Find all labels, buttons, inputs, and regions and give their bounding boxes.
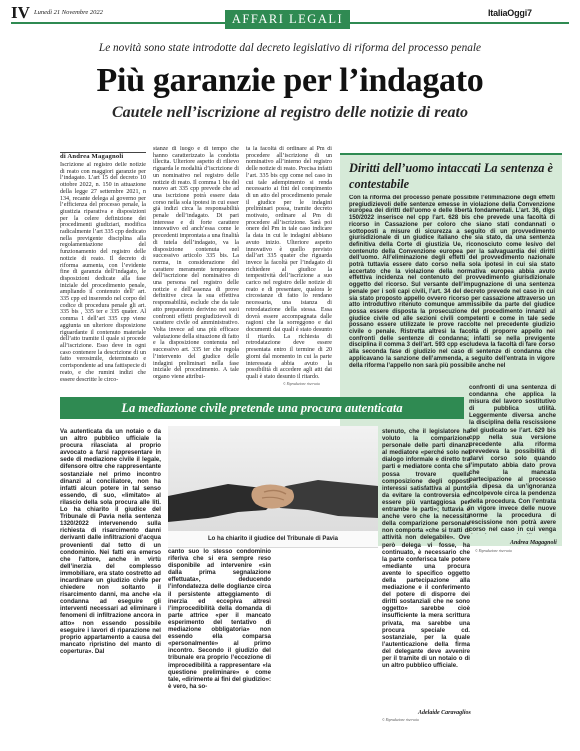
sidebar-title: Diritti dell’uomo intaccati La sentenza è contestabile — [349, 161, 553, 191]
article-column-2: stanze di luogo e di tempo che hanno caratterizzato la condotta illecita. Ulteriore aspetto di rilievo riguarda le modalità d’iscrizione di un nominativo nel registro delle notizie di reato. Il comma 1 bis del nuovo art 335 cpp prevede che ad una iscrizione potrà essere data corso nella sola ipotesi in cui esser già indizi circa la responsabilità penale dell’indagato. Di pari interesse e di forte carattere innovativo ed anch’essa come le precedenti improntata a una finalità di tutela dell’indagato, va la disposizione contenuta nel successivo articolo 335 bis. La norma, in considerazione del carattere meramente temporaneo dell’iscrizione del nominativo di una persona nel registro delle notizie e dell’assenza di prove definitive circa la sua effettiva responsabilità, esclude che da tale atto preparatorio derivino nei suoi confronti effetti pregiudizievoli di carattere civile od amministrativo. Volta invece ad una più efficace valutazione della situazione di fatto e la disposizione contenuta nel successivo art. 335 ter che regola l’intervento del giudice delle indagini preliminari nella fase iniziale del procedimento. A tale organo viene attribui- — [153, 146, 239, 380]
article-kicker: Le novità sono state introdotte dal decreto legislativo di riforma del processo penale — [98, 42, 482, 54]
photo-caption: Lo ha chiarito il giudice del Tribunale di Pavia — [168, 531, 378, 547]
sidebar-signature: Andrea Magagnoli — [510, 540, 557, 546]
lower-article-title: La mediazione civile pretende una procura autenticata — [121, 401, 403, 415]
masthead-brand: ItaliaOggi7 — [488, 8, 532, 18]
page-number: IV — [11, 3, 30, 22]
article-headline: Più garanzie per l’indagato — [96, 62, 484, 99]
handshake-illustration — [168, 426, 378, 548]
issue-date: Lunedì 21 Novembre 2022 — [34, 9, 103, 16]
sidebar-box-rule — [340, 153, 562, 155]
section-label: AFFARI LEGALI — [225, 10, 350, 29]
article-author: di Andrea Magagnoli — [60, 153, 124, 160]
article-column-3: ta la facoltà di ordinare al Pm di procedere all’iscrizione di un nominativo all’interno del registro delle notizie di reato. Precisa infatti l’art. 335 bis cpp come nel caso in cui tale adempimento si renda necessario ai fini del compimento di un atto del procedimento penale il giudice per le indagini preliminari possa, tramite decreto motivato, ordinare al Pm di procedere all’iscrizione. Sarà poi onere del Pm in tale caso indicare la data in cui le indagini abbiano avuto inizio. Ulteriore aspetto innovativo è quello previsto dall’art 335 quater che riguarda invece la facoltà per l’indagato di richiedere al giudice la tempestività dell’iscrizione a suo carico nel registro delle notizie di reato e di presentare, qualora le circostanze di fatto lo rendano necessaria, una istanza di retrodatazione della stessa. Essa dovrà essere accompagnata dalle ragioni che la sorreggono e dai documenti dai quali è stato desunto il ritardo. La richiesta di retrodatazione deve essere presentata entro il termine di 20 giorni dal momento in cui la parte interessata abbia avuto la possibilità di accedere agli atti dai quali è stato desunto il ritardo. — [246, 146, 332, 380]
article-column-1: Iscrizione al registro delle notizie di reato con maggiori garanzie per l’indagato. L’art 15 del decreto 10 ottobre 2022, n. 150 in attuazione della legge 27 settembre 2021, n 134, recante delega al governo per l’efficienza del processo penale, la giustizia riparativa e disposizioni per la celere definizione dei procedimenti giudiziari, modifica radicalmente l’art 335 cpp dedicato nella previgente disciplina alla regolamentazione del funzionamento del registro delle notizie di reato. Il decreto di riforma aumenta, con l’evidente fine di garanzia dell’indagato, le disposizioni dedicate alla fase iniziale del procedimento penale, ampliando il contenuto dell’ art. 335 cpp ed inserendo nel corpo del codice di procedura penale gli art. 335 bis , 335 ter e 335 quater. Al comma 1 dell’art 335 cpp viene aggiunta un ulteriore disposizione riguardante il contenuto materiale dell’atto tramite il quale si procede all’iscrizione. Esso deve in ogni caso contenere la descrizione di un fatto verosimile, determinato e corrispondente ad una fattispecie di reato, e che rumini indizi che essere descritte le circo- — [60, 162, 146, 383]
lower-column-3: stenuto, che il legislatore ha voluto la comparizione personale delle parti dinanzi al mediatore «perché solo nel dialogo informale e diretto tra parti e mediatore conta che si possa trovare quella composizione degli opposti interessi satisfattiva al punto da evitare la controversia ed essere più vantaggiosa per entrambe le parti»; tuttavia è anche vero che la necessità della comparizione personale non comporta «che si tratti di attività non delegabile». Ove però delega vi fosse, ha continuato, è necessario che la parte conferisca tale potere «mediante una procura avente lo specifico oggetto della partecipazione alla mediazione e il conferimento del potere di disporre dei diritti sostanziali che ne sono oggetto» sarebbe cioè insufficiente la mera scrittura privata, ma sarebbe una procura speciale cd. sostanziale, per la quale l’autenticazione della firma del delegante deve avvenire per il tramite di un notaio o di un altro pubblico ufficiale. — [382, 428, 470, 670]
sidebar-continuation: confronti di una sentenza di condanna che applica la misura del lavoro sostitutivo di pubblica utilità. Leggermente diversa anche la disciplina della rescissione del giudicato se l’art. 629 bis cpp nella sua versione precedente alla riforma prevedeva la possibilità di darvi corso solo quando l’imputato abbia dato prova che la mancata partecipazione al processo sia dipesa da un’ignoranza incolpevole circa la pendenza della procedura. Con l’entrata in vigore invece delle nuove norme la procedura di rescissione non potrà avere corso nel caso in cui venga — [469, 384, 556, 533]
lower-column-2: canto suo lo stesso condominio riferiva che si era sempre reso disponibile ad intervenire «sin dalla prima segnalazione effettuata», deducendo l’infondatezza delle doglianze circa il persistente atteggiamento di inerzia ed eccepiva altresì l’improcedibilità della domanda di parte attrice «per il mancato esperimento del tentativo di mediazione obbligatoria» non essendo ella comparsa «personalmente» al primo incontro. Secondo il giudizio del tribunale era proprio l’eccezione di improcedibilità a rappresentare «la questione preliminare» e come tale, «dirimente ai fini del giudizio»: è vero, ha so- — [168, 548, 271, 690]
handshake-photo — [168, 426, 378, 548]
sidebar-end-mark: © Riproduzione riservata — [475, 549, 512, 553]
lower-article-signature: Adelaide Caravaglios — [418, 710, 471, 716]
article-subhead: Cautele nell’iscrizione al registro delle notizie di reato — [112, 104, 468, 121]
lower-end-mark: © Riproduzione riservata — [382, 718, 419, 722]
sidebar-body: Con la riforma del processo penale possibile l’eliminazione degli effetti pregiudizievoli delle sentenze emesse in violazione della Convenzione europea dei diritti dell’uomo e delle libertà fondamentali. L’art. 36, dlgs 150/2022 inserisce nel cpp l’art. 628 bis che prevede una facoltà di ricorso in Cassazione per coloro che siano stati condannati o sottoposti a misure di sicurezza a seguito di un provvedimento giurisdizionale di un giudice italiano che sia stato, da una sentenza definitiva della Corte di giustizia Ue, riconosciuto come lesivo del contenuto della Convenzione europea per la salvaguardia dei diritti dell’uomo. All’eliminazione degli effetti del provvedimento nazionale potrà tuttavia essere dato corso nella sola ipotesi in cui sia stato accertato che la violazione della normativa europea abbia avuto effettiva incidenza nel contenuto del provvedimento giurisdizionale oggetto del ricorso. Sul versante dell’impugnazione di una sentenza penale per i soli capi civili, l’art. 34 del decreto prevede nel caso in cui sia stato proposto appello ovvero ricorso per cassazione attraverso un atto introduttivo ritenuto comunque ammissibile da parte del giudice possa essere disposta la prosecuzione del procedimento innanzi al giudice civile od alle sezioni civili competenti e come in tale sede possano essere utilizzate le prove raccolte nel precedente giudizio civile o penale. Ristretta altresì la facoltà di proporre appello nei confronti delle sentenze di condanna; infatti se nella previgente disciplina il comma 3 dell’art. 593 cpp escludeva la facoltà di fare corso alla seconda fase di giudizio nel caso di sentenze di condanna che applicavano la sanzione dell’ammenda, a seguito dell’entrata in vigore della riforma l’appello non sarà più possibile anche nel — [349, 195, 555, 369]
lower-column-1: Va autenticata da un notaio o da un altro pubblico ufficiale la procura rilasciata al proprio avvocato a farsi rappresentare in sede di mediazione civile il legale, difensore oltre che rappresentante sostanziale nel primo incontro dinanzi al conciliatore, non ha infatti alcun potere in tal senso essendo, di suo, «limitato» al rilascio della sola procura alle liti. Lo ha chiarito il giudice del Tribunale di Pavia nella sentenza 1320/2022 intervenendo sulla richiesta di risarcimento danni derivanti dalle infiltrazioni d’acqua provenienti dal tetto di un condominio. Nei fatti era emerso che l’attore, anche in virtù dell’inerzia del complesso immobiliare, era stato costretto ad incardinare un giudizio civile per chiedere non soltanto il risarcimento danni, ma anche «la condanna ad eseguire gli interventi necessari ad eliminare i fenomeni di infiltrazione ancora in atto» non essendo possibile eseguire i lavori di riparazione nel proprio appartamento a causa del mancato ripristino del manto di copertura». Dal — [60, 428, 161, 655]
article-end-mark: © Riproduzione riservata — [283, 382, 320, 386]
